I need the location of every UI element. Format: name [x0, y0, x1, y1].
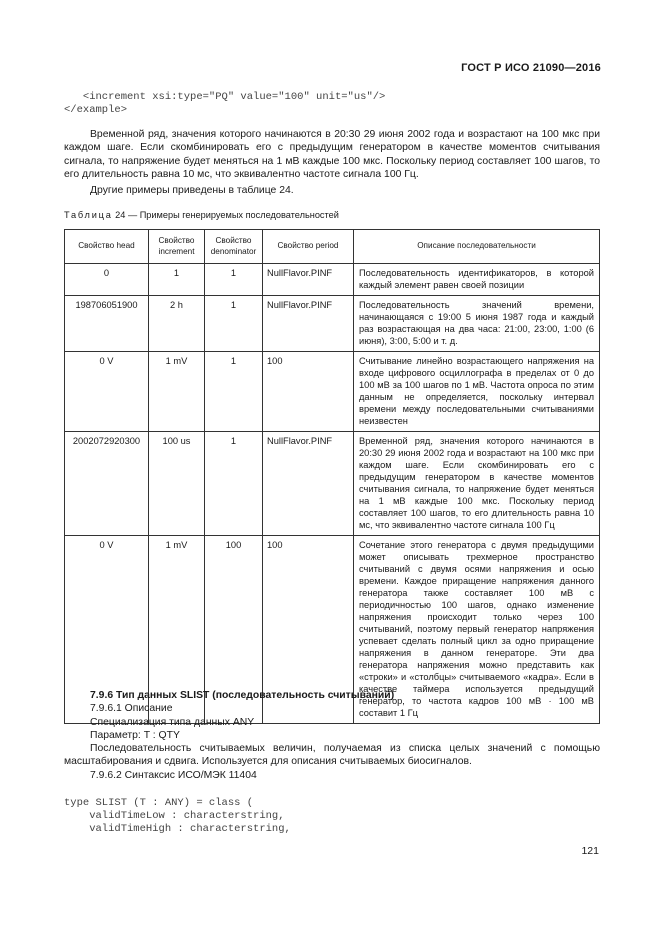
- table-header-row: [65, 230, 600, 264]
- header-head: Свойство head: [65, 230, 149, 264]
- cell-denominator: 1: [205, 264, 263, 296]
- header-description: Описание последовательности: [354, 230, 600, 264]
- header-period: Свойство period: [263, 230, 354, 264]
- code-line: </example>: [64, 104, 128, 116]
- table-row: [65, 296, 600, 352]
- cell-denominator: 100: [205, 536, 263, 724]
- cell-increment: 2 h: [149, 296, 205, 352]
- table-caption: [64, 210, 339, 220]
- cell-description: Последовательность идентификаторов, в которой каждый элемент равен своей позиции: [354, 264, 600, 296]
- document-header: ГОСТ Р ИСО 21090—2016: [461, 62, 601, 74]
- parameter-text: Параметр: T : QTY: [90, 730, 180, 741]
- cell-description: Считывание линейно возрастающего напряжения на входе цифрового осциллографа в пределах от 0 до 100 мВ за 100 шагов по 1 мВ. Частота опроса по этим данным не определяется, поскольку интервал времени между последовательными считываниями неизвестен: [354, 352, 600, 432]
- cell-increment: 1 mV: [149, 536, 205, 724]
- subsection-syntax-title: 7.9.6.2 Синтаксис ИСО/МЭК 11404: [90, 770, 257, 781]
- cell-period: 100: [263, 536, 354, 724]
- section-description: Последовательность считываемых величин, получаемая из списка целых значений с помощью масштабирования и сдвига. Используется для описания считываемых биосигналов.: [64, 743, 600, 768]
- cell-increment: 1: [149, 264, 205, 296]
- sequence-examples-table: [64, 229, 600, 724]
- code-line: validTimeLow : characterstring,: [64, 810, 285, 822]
- cell-head: 2002072920300: [65, 432, 149, 536]
- header-denominator: Свойство denominator: [205, 230, 263, 264]
- cell-period: NullFlavor.PINF: [263, 264, 354, 296]
- code-example-top: [64, 91, 385, 117]
- intro-paragraph: Временной ряд, значения которого начинаются в 20:30 29 июня 2002 года и возрастают на 100 мкс при каждом шаге. Если скомбинировать его с предыдущим генератором в качестве моментов считывания сигнала, то напряжение будет меняться на 1 мВ каждые 100 мкс. Поскольку период составляет 100 шагов, то его длительность равна 10 мс, что эквивалентно частоте сигнала 100 Гц.: [64, 129, 600, 180]
- page-number: 121: [581, 845, 599, 857]
- cell-description: Последовательность значений времени, начинающаяся с 19:00 5 июня 1987 года и каждый раз возрастающая на два часа: 21:00, 23:00, 1:00 (6 июня), 3:00, 5:00 и т. д.: [354, 296, 600, 352]
- cell-denominator: 1: [205, 432, 263, 536]
- other-examples-text: Другие примеры приведены в таблице 24.: [90, 185, 294, 196]
- section-title: 7.9.6 Тип данных SLIST (последовательность считываний): [90, 690, 395, 701]
- code-line: <increment xsi:type="PQ" value="100" unit="us"/>: [64, 91, 386, 103]
- cell-period: NullFlavor.PINF: [263, 296, 354, 352]
- code-example-bottom: [64, 797, 291, 836]
- cell-head: 198706051900: [65, 296, 149, 352]
- cell-head: 0 V: [65, 536, 149, 724]
- cell-increment: 100 us: [149, 432, 205, 536]
- cell-denominator: 1: [205, 352, 263, 432]
- header-increment: Свойство increment: [149, 230, 205, 264]
- cell-head: 0: [65, 264, 149, 296]
- code-line: validTimeHigh : characterstring,: [64, 823, 291, 835]
- subsection-description-title: 7.9.6.1 Описание: [90, 703, 173, 714]
- cell-denominator: 1: [205, 296, 263, 352]
- table-caption-label: Таблица: [64, 210, 113, 220]
- table-row: [65, 352, 600, 432]
- cell-description: Сочетание этого генератора с двумя предыдущими может описывать трехмерное пространство считываний с двумя осями напряжения и осью времени. Каждое приращение напряжения данного генератора также составляет 100 мВ с периодичностью 100 шагов, однако изменение напряжения происходит только через 100 считываний, поэтому первый генератор напряжения успевает сделать полный цикл за одно приращение напряжения в данном генераторе. Эти два генератора напряжения можно представить как «строки» и «столбцы» считываемого «кадра». Если в качестве таймера используется предыдущий генератор, то частота кадров 100 мВ · 100 мВ составит 1 Гц: [354, 536, 600, 724]
- table-caption-text: 24 — Примеры генерируемых последовательностей: [112, 210, 339, 220]
- cell-description: Временной ряд, значения которого начинаются в 20:30 29 июня 2002 года и возрастают на 100 мкс при каждом шаге. Если скомбинировать его с предыдущим генератором в качестве моментов считывания сигнала, то напряжение будет меняться на 1 мВ каждые 100 мкс. Поскольку период составляет 100 шагов, то его длительность равна 10 мс, что эквивалентно частоте сигнала 100 Гц: [354, 432, 600, 536]
- cell-period: NullFlavor.PINF: [263, 432, 354, 536]
- table-row: [65, 432, 600, 536]
- cell-increment: 1 mV: [149, 352, 205, 432]
- code-line: type SLIST (T : ANY) = class (: [64, 797, 254, 809]
- table-row: [65, 264, 600, 296]
- cell-period: 100: [263, 352, 354, 432]
- specialization-text: Специализация типа данных ANY: [90, 717, 255, 728]
- cell-head: 0 V: [65, 352, 149, 432]
